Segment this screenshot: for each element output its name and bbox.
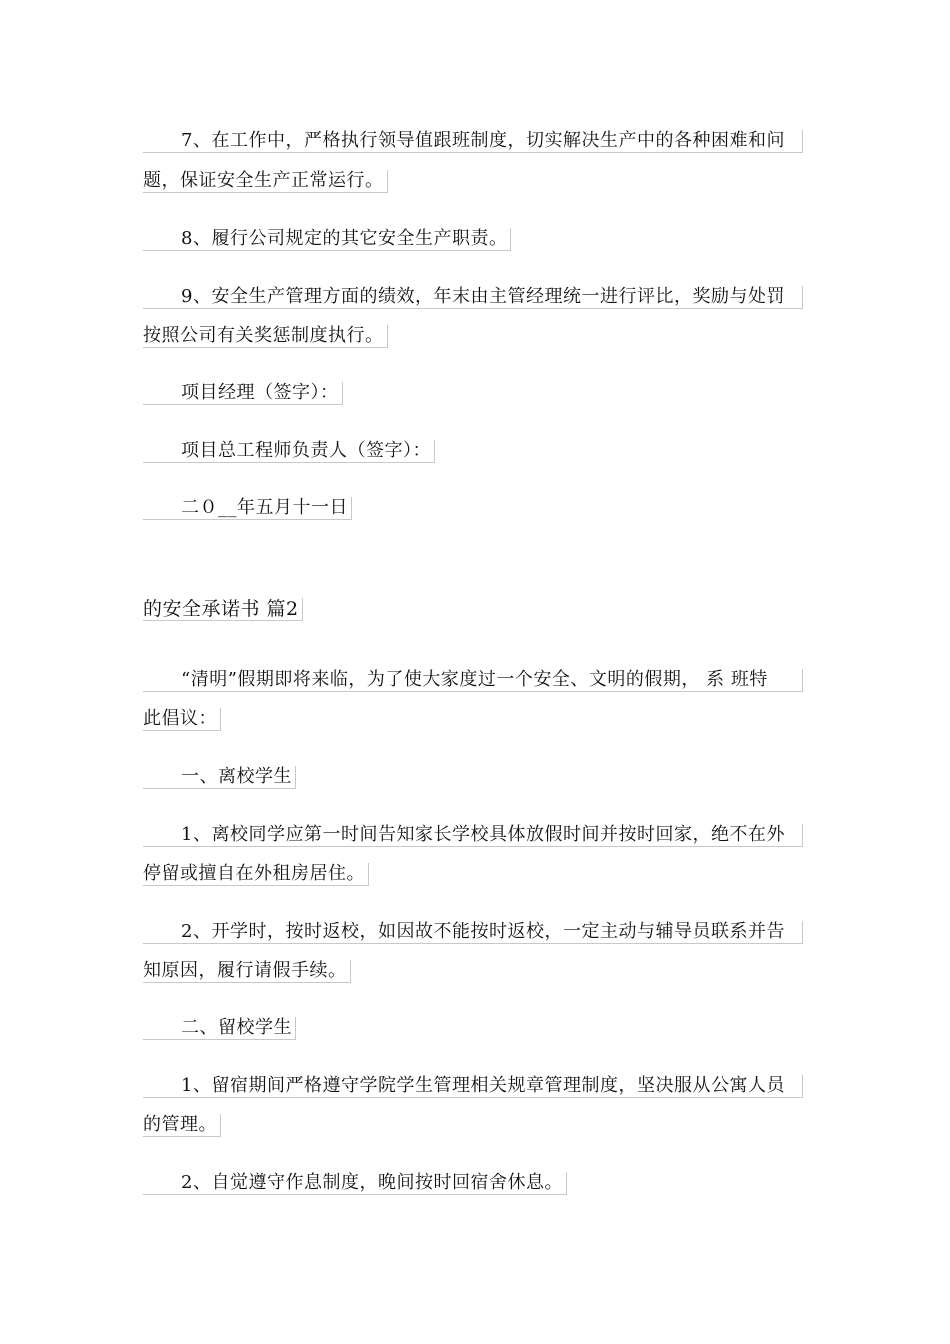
section-title: 的安全承诺书 篇2 bbox=[143, 598, 303, 621]
paragraph-7-line-2: 题，保证安全生产正常运行。 bbox=[143, 170, 388, 193]
item-a2-line-2: 知原因，履行请假手续。 bbox=[143, 960, 351, 983]
item-b1-line-2: 的管理。 bbox=[143, 1114, 221, 1137]
intro-line-2: 此倡议： bbox=[143, 708, 221, 731]
item-a1-line-2: 停留或擅自在外租房居住。 bbox=[143, 863, 369, 886]
paragraph-9-line-1: 9、安全生产管理方面的绩效，年末由主管经理统一进行评比，奖励与处罚 bbox=[143, 286, 803, 309]
item-a2-line-1: 2、开学时，按时返校，如因故不能按时返校，一定主动与辅导员联系并告 bbox=[143, 921, 803, 944]
signature-project-manager: 项目经理（签字）： bbox=[143, 382, 343, 405]
intro-line-1: “清明”假期即将来临，为了使大家度过一个安全、文明的假期， 系 班特 bbox=[143, 669, 803, 692]
paragraph-9-line-2: 按照公司有关奖惩制度执行。 bbox=[143, 325, 388, 348]
item-b1-line-1: 1、留宿期间严格遵守学院学生管理相关规章管理制度，坚决服从公寓人员 bbox=[143, 1075, 803, 1098]
date-line: 二０__年五月十一日 bbox=[143, 497, 352, 520]
paragraph-8: 8、履行公司规定的其它安全生产职责。 bbox=[143, 228, 511, 251]
heading-leaving-students: 一、离校学生 bbox=[143, 766, 296, 789]
item-b2: 2、自觉遵守作息制度，晚间按时回宿舍休息。 bbox=[143, 1172, 567, 1195]
heading-staying-students: 二、留校学生 bbox=[143, 1017, 296, 1040]
paragraph-7-line-1: 7、在工作中，严格执行领导值跟班制度，切实解决生产中的各种困难和问 bbox=[143, 130, 803, 153]
item-a1-line-1: 1、离校同学应第一时间告知家长学校具体放假时间并按时回家，绝不在外 bbox=[143, 824, 803, 847]
signature-chief-engineer: 项目总工程师负责人（签字）： bbox=[143, 440, 435, 463]
